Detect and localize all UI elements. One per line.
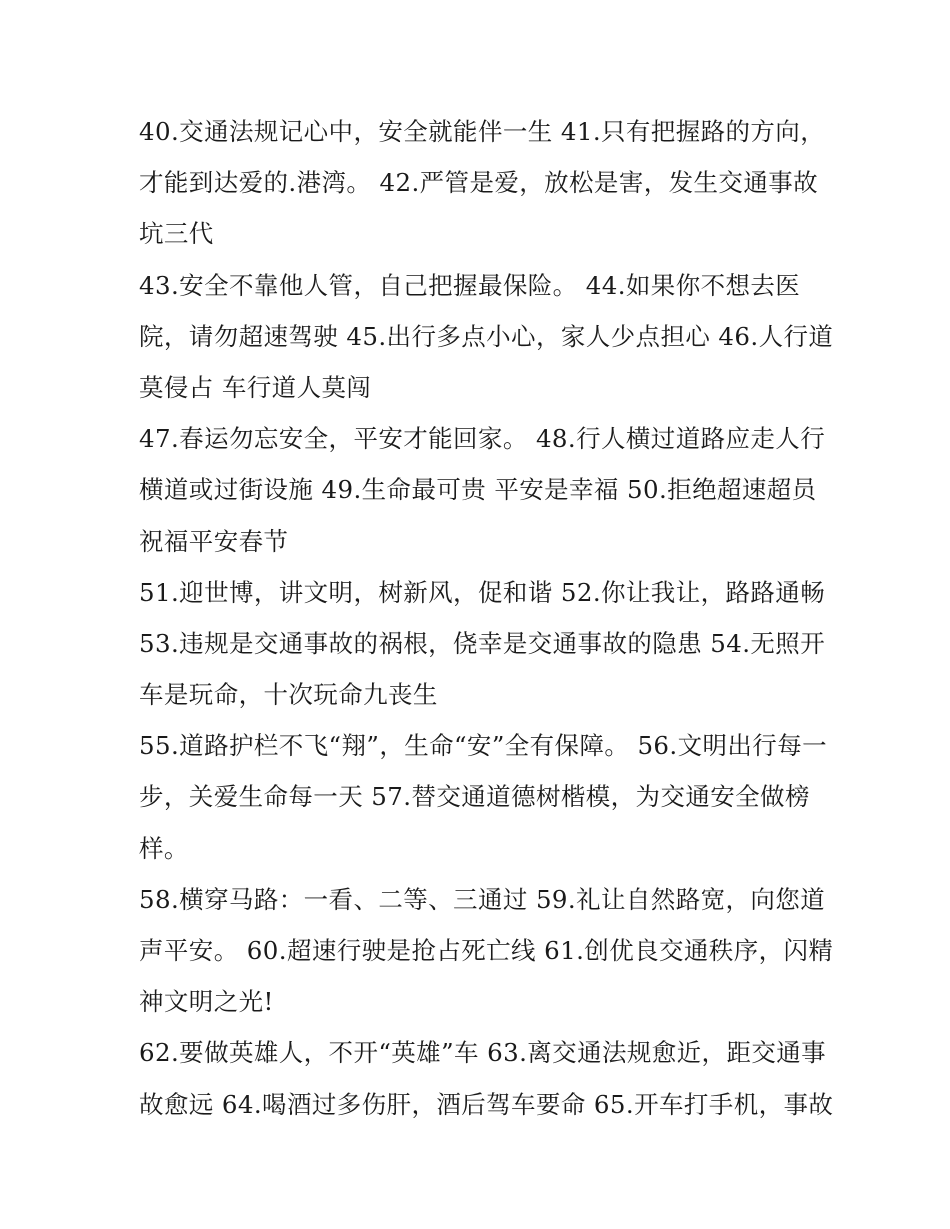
text-line: 40.交通法规记心中，安全就能伴一生 41.只有把握路的方向， [139,117,826,146]
text-line: 才能到达爱的.港湾。 42.严管是爱，放松是害，发生交通事故 [139,168,819,198]
text-line: 坑三代 [139,219,214,249]
text-line: 55.道路护栏不飞“翔”，生命“安”全有保障。 56.文明出行每一 [139,731,828,761]
text-line: 神文明之光! [139,987,274,1017]
text-line: 院，请勿超速驾驶 45.出行多点小心，家人少点担心 46.人行道 [139,321,834,351]
text-line: 58.横穿马路：一看、二等、三通过 59.礼让自然路宽，向您道 [139,884,826,914]
text-line: 声平安。 60.超速行驶是抢占死亡线 61.创优良交通秩序，闪精 [139,936,834,965]
text-line: 车是玩命，十次玩命九丧生 [139,680,438,710]
text-line: 51.迎世博，讲文明，树新风，促和谐 52.你让我让，路路通畅 [139,577,826,607]
text-line: 53.违规是交通事故的祸根，侥幸是交通事故的隐患 54.无照开 [139,628,826,658]
text-line: 62.要做英雄人，不开“英雄”车 63.离交通法规愈近，距交通事 [139,1038,827,1068]
text-line: 47.春运勿忘安全，平安才能回家。 48.行人横过道路应走人行 [139,424,826,454]
text-line: 祝福平安春节 [139,526,289,556]
text-line: 步，关爱生命每一天 57.替交通道德树楷模，为交通安全做榜 [139,782,810,812]
text-line: 故愈远 64.喝酒过多伤肝，酒后驾车要命 65.开车打手机，事故 [139,1089,834,1119]
slogan-text-block [139,106,834,1130]
text-line: 莫侵占 车行道人莫闯 [139,372,372,402]
text-line: 43.安全不靠他人管，自己把握最保险。 44.如果你不想去医 [139,270,801,300]
text-line: 横道或过街设施 49.生命最可贵 平安是幸福 50.拒绝超速超员 [139,475,817,505]
text-line: 样。 [139,833,189,863]
